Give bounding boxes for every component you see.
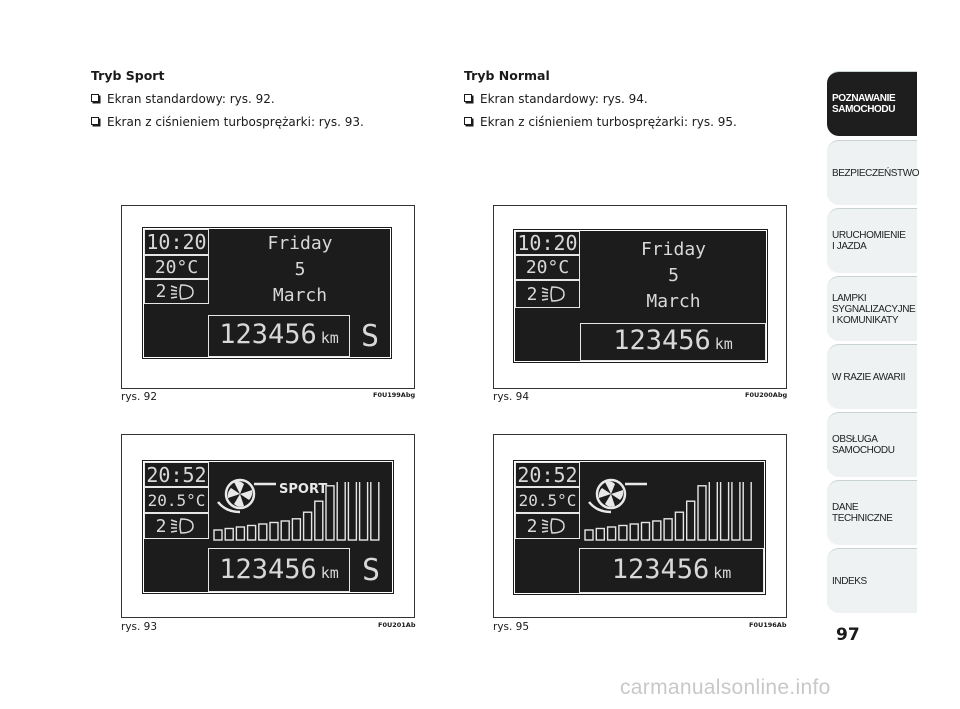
clock-readout: 10:20 <box>144 229 209 255</box>
boost-pressure-bars <box>212 482 390 542</box>
figure-caption: rys. 95 <box>493 621 530 633</box>
checkbox-bullet-icon <box>91 94 99 102</box>
sport-mode-indicator: S <box>361 552 381 588</box>
boost-bar <box>709 482 717 540</box>
headlight-level-readout: 2 <box>144 513 209 539</box>
boost-bar <box>653 521 661 540</box>
figure-94 <box>493 205 787 389</box>
boost-bar <box>337 482 345 540</box>
figure-caption: rys. 92 <box>121 391 158 403</box>
date-display: Friday 5 March <box>267 233 333 306</box>
tab-lampki-sygnalizacyjne[interactable]: LAMPKI SYGNALIZACYJNE I KOMUNIKATY <box>827 276 917 341</box>
boost-bar <box>596 529 604 541</box>
boost-bar <box>371 482 379 540</box>
headlight-level-readout: 2 <box>515 280 580 308</box>
headlight-level-readout: 2 <box>515 513 580 539</box>
normal-mode-heading: Tryb Normal <box>464 68 550 83</box>
dashboard-display <box>143 461 393 593</box>
figure-92 <box>121 205 415 389</box>
temperature-readout: 20°C <box>144 255 209 279</box>
tab-dane-techniczne[interactable]: DANE TECHNICZNE <box>827 480 917 545</box>
sport-mode-indicator: S <box>360 318 380 354</box>
headlight-icon <box>169 283 197 301</box>
sport-label: SPORT <box>279 482 328 497</box>
boost-bar <box>281 521 289 540</box>
checkbox-bullet-icon <box>464 117 472 125</box>
boost-bar <box>608 527 616 540</box>
boost-bar <box>687 501 695 540</box>
boost-bar <box>348 482 356 540</box>
list-item: Ekran z ciśnieniem turbosprężarki: rys. 95. <box>464 115 794 129</box>
odometer-readout: 123456 km <box>219 319 339 350</box>
boost-bar <box>214 530 222 540</box>
date-display: Friday 5 March <box>640 239 707 312</box>
boost-bar <box>259 524 267 540</box>
boost-bar <box>732 482 740 540</box>
dashboard-display <box>514 230 767 362</box>
tab-w-razie-awarii[interactable]: W RAZIE AWARII <box>827 344 917 409</box>
odometer-readout: 123456 km <box>219 554 339 585</box>
boost-bar <box>236 527 244 540</box>
tab-uruchomienie-i-jazda[interactable]: URUCHOMIENIE I JAZDA <box>827 208 917 273</box>
headlight-icon <box>540 517 568 535</box>
watermark: carmanualsonline.info <box>620 676 831 699</box>
boost-bar <box>315 501 323 540</box>
figure-code: F0U201Ab <box>378 621 416 629</box>
left-text-column <box>91 68 421 138</box>
figure-code: F0U200Abg <box>745 391 788 399</box>
checkbox-bullet-icon <box>91 117 99 125</box>
boost-bar <box>721 482 729 540</box>
boost-bar <box>642 523 650 541</box>
sport-mode-heading: Tryb Sport <box>91 68 165 83</box>
boost-bar <box>292 519 300 540</box>
tab-bezpieczenstwo[interactable]: BEZPIECZEŃSTWO <box>827 140 917 205</box>
boost-bar <box>304 512 312 540</box>
list-item: Ekran standardowy: rys. 92. <box>91 92 421 106</box>
tab-indeks[interactable]: INDEKS <box>827 548 917 613</box>
boost-bar <box>630 524 638 540</box>
list-item: Ekran standardowy: rys. 94. <box>464 92 794 106</box>
headlight-icon <box>169 517 197 535</box>
boost-pressure-bars <box>583 482 763 542</box>
figure-code: F0U199Abg <box>373 391 416 399</box>
boost-bar <box>675 512 683 540</box>
figure-93 <box>121 434 415 618</box>
figure-code: F0U196Ab <box>749 621 787 629</box>
odometer-readout: 123456 km <box>613 325 733 356</box>
clock-readout: 20:52 <box>515 462 580 487</box>
odometer-readout: 123456 km <box>611 554 732 585</box>
boost-bar <box>743 482 751 540</box>
boost-bar <box>270 523 278 541</box>
boost-bar <box>698 486 706 540</box>
clock-readout: 10:20 <box>515 231 580 255</box>
temperature-readout: 20.5°C <box>144 487 209 513</box>
figure-95 <box>493 434 787 618</box>
figure-caption: rys. 94 <box>493 391 530 403</box>
clock-readout: 20:52 <box>144 462 209 487</box>
tab-obsluga-samochodu[interactable]: OBSŁUGA SAMOCHODU <box>827 412 917 477</box>
boost-bar <box>248 526 256 541</box>
checkbox-bullet-icon <box>464 94 472 102</box>
headlight-icon <box>540 285 568 303</box>
tab-poznawanie-samochodu[interactable]: POZNAWANIE SAMOCHODU <box>827 71 917 136</box>
boost-bar <box>619 526 627 541</box>
temperature-readout: 20°C <box>515 255 580 280</box>
boost-bar <box>360 482 368 540</box>
headlight-level-readout: 2 <box>144 279 209 304</box>
figure-caption: rys. 93 <box>121 621 158 633</box>
boost-bar <box>664 519 672 540</box>
boost-bar <box>225 529 233 541</box>
dashboard-display <box>514 461 765 594</box>
right-text-column <box>464 68 794 138</box>
boost-bar <box>585 530 593 540</box>
boost-bar <box>326 486 334 540</box>
list-item: Ekran z ciśnieniem turbosprężarki: rys. 93. <box>91 115 421 129</box>
dashboard-display <box>143 228 391 358</box>
page-number: 97 <box>836 625 860 645</box>
temperature-readout: 20.5°C <box>515 487 580 513</box>
